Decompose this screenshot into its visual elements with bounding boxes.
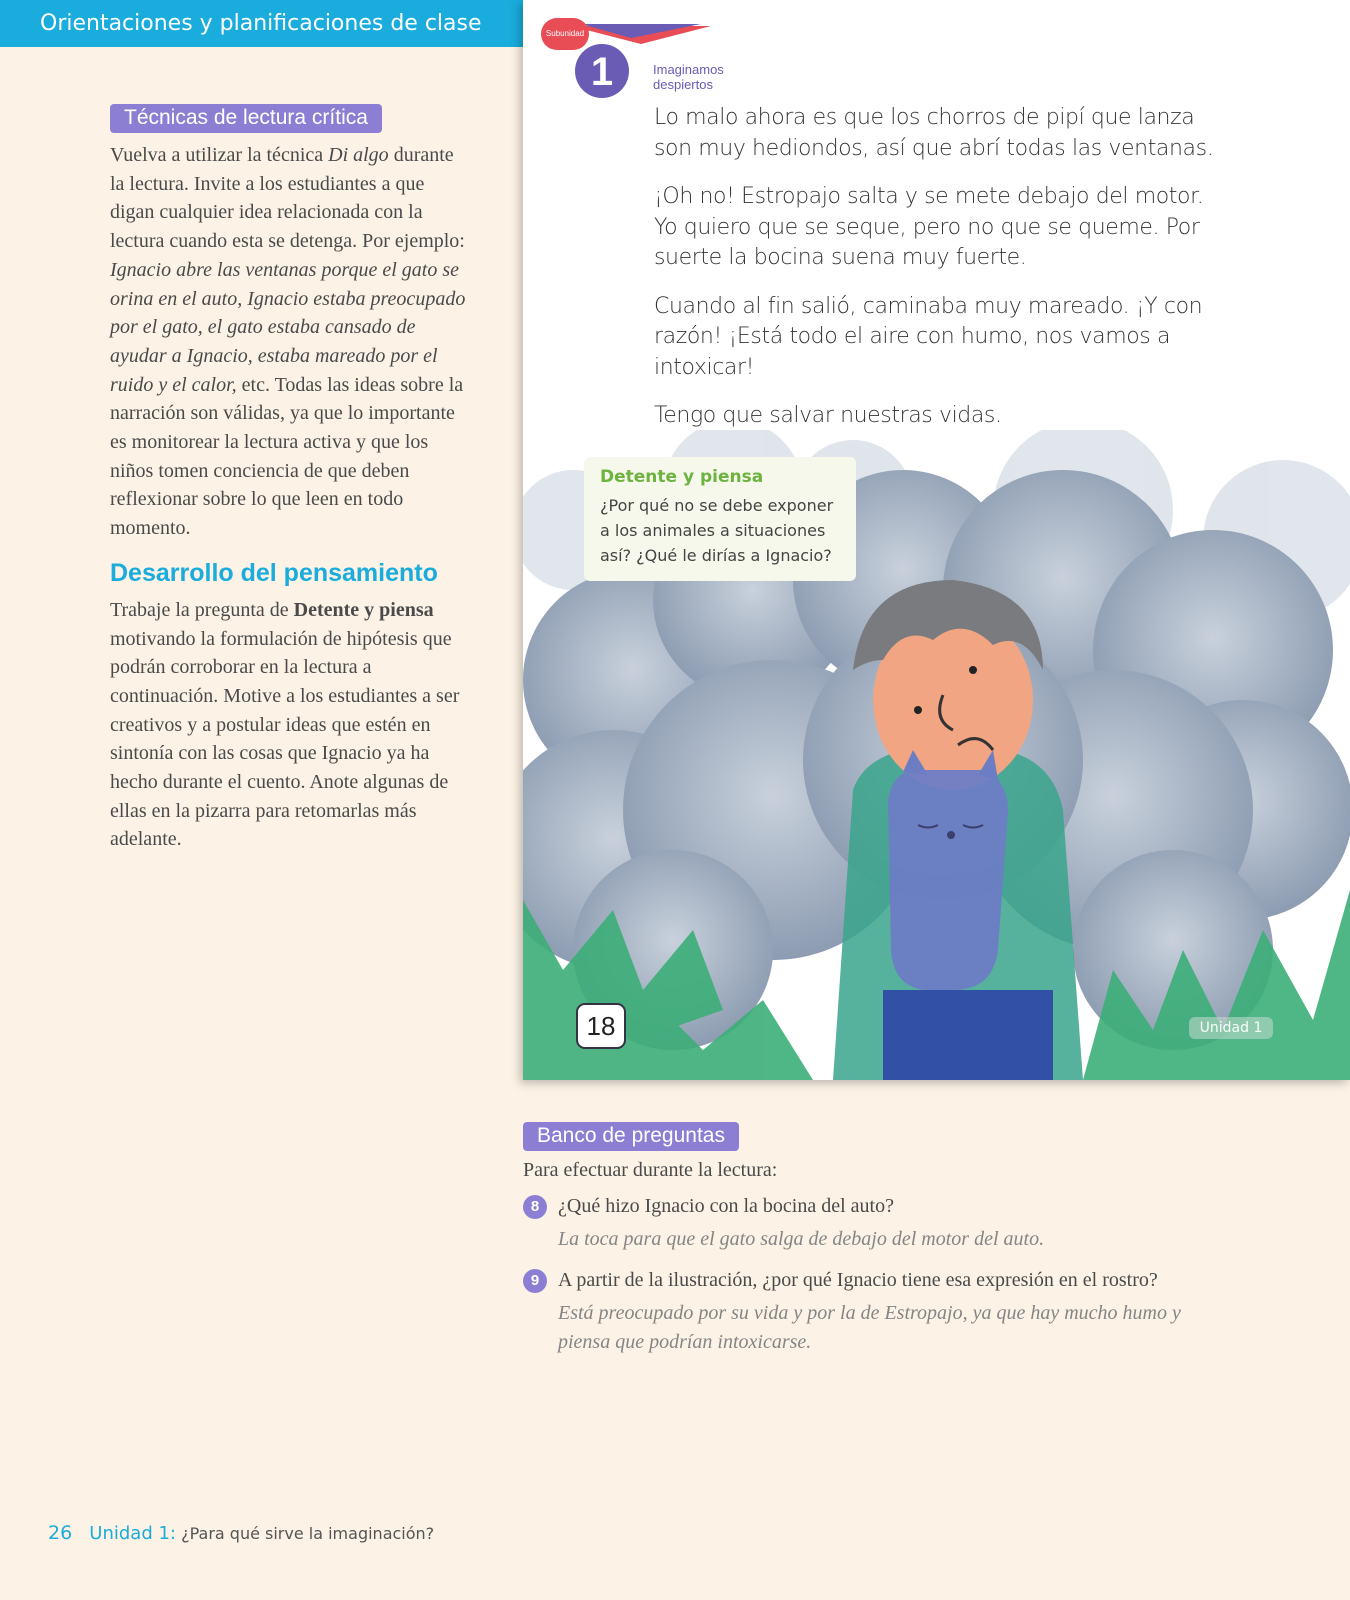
ribbon-icon [571,24,711,46]
tecnicas-tag: Técnicas de lectura crítica [110,104,382,133]
student-book-page [523,0,1350,1080]
subunit-name: Imaginamos despiertos [653,62,724,92]
page-footer [48,1522,434,1544]
story-paragraph: Cuando al fin salió, caminaba muy mareado. ¡Y con razón! ¡Está todo el aire con humo, nos vamos a intoxicar! [654,293,1203,380]
tecnicas-paragraph [110,141,470,543]
tecnicas-examples: Ignacio abre las ventanas porque el gato se orina en el auto, Ignacio estaba preocupado por el gato, el gato estaba cansado de ayudar a Ignacio, estaba mareado por el ruido y el calor, [110,258,466,396]
header-band [0,0,523,47]
footer-unit: Unidad 1: [89,1523,176,1544]
story-paragraph: ¡Oh no! Estropajo salta y se mete debajo del motor. Yo quiero que se seque, pero no que se queme. Por suerte la bocina suena muy fuerte. [654,184,1204,270]
question-number-badge: 8 [523,1195,547,1219]
subunit-label: Subunidad [541,18,589,50]
bank-intro: Para efectuar durante la lectura: [523,1159,778,1181]
subunit-badge [541,18,724,98]
book-unit-tag: Unidad 1 [1189,1017,1273,1039]
story-text [654,103,1224,450]
desarrollo-text-a: Trabaje la pregunta de [110,598,294,621]
question-bank [523,1122,1223,1369]
tecnicas-text-b: durante la lectura. Invite a los estudiantes a que digan cualquier idea relacionada con la lectura cuando esta se detenga. Por ejemplo: [110,144,465,253]
teacher-notes [110,104,470,854]
subunit-number: 1 [575,44,629,98]
tecnicas-text-c: etc. Todas las ideas sobre la narración son válidas, ya que lo importante es monitorear la lectura activa y que los niños tomen conciencia de que deben reflexionar sobre lo que leen en todo momento. [110,373,464,540]
tecnicas-text-a: Vuelva a utilizar la técnica [110,144,329,166]
question-row [523,1192,1223,1221]
desarrollo-bold: Detente y piensa [293,598,434,621]
question-text: ¿Qué hizo Ignacio con la bocina del auto? [558,1195,894,1217]
book-page-number: 18 [576,1003,626,1049]
think-question: ¿Por qué no se debe exponer a los animales a situaciones así? ¿Qué le dirías a Ignacio? [600,496,834,565]
header-title: Orientaciones y planificaciones de clase [40,11,482,36]
story-paragraph: Lo malo ahora es que los chorros de pipí que lanza son muy hediondos, así que abrí todas las ventanas. [654,105,1214,161]
footer-page-number: 26 [48,1522,73,1544]
question-text: A partir de la ilustración, ¿por qué Ignacio tiene esa expresión en el rostro? [558,1269,1158,1291]
desarrollo-title: Desarrollo del pensamiento [110,558,438,587]
desarrollo-text-b: motivando la formulación de hipótesis que podrán corroborar en la lectura a continuación. Motive a los estudiantes a ser creativos y a postular ideas que estén en sintonía con las cosas que Ignacio ya ha hecho durante el cuento. Anote algunas de ellas en la pizarra para retomarlas más adelante. [110,627,460,851]
story-paragraph: Tengo que salvar nuestras vidas. [654,403,1002,428]
banco-tag: Banco de preguntas [523,1122,739,1151]
answer-text: Está preocupado por su vida y por la de Estropajo, ya que hay mucho humo y piensa que podrían intoxicarse. [558,1302,1181,1353]
question-number-badge: 9 [523,1269,547,1293]
answer-text: La toca para que el gato salga de debajo del motor del auto. [558,1228,1045,1250]
tecnicas-technique-name: Di algo [328,144,389,166]
desarrollo-paragraph [110,596,470,854]
detente-y-piensa-box [584,457,856,581]
question-row [523,1266,1223,1295]
think-title: Detente y piensa [600,467,764,487]
footer-title: ¿Para qué sirve la imaginación? [181,1524,435,1543]
